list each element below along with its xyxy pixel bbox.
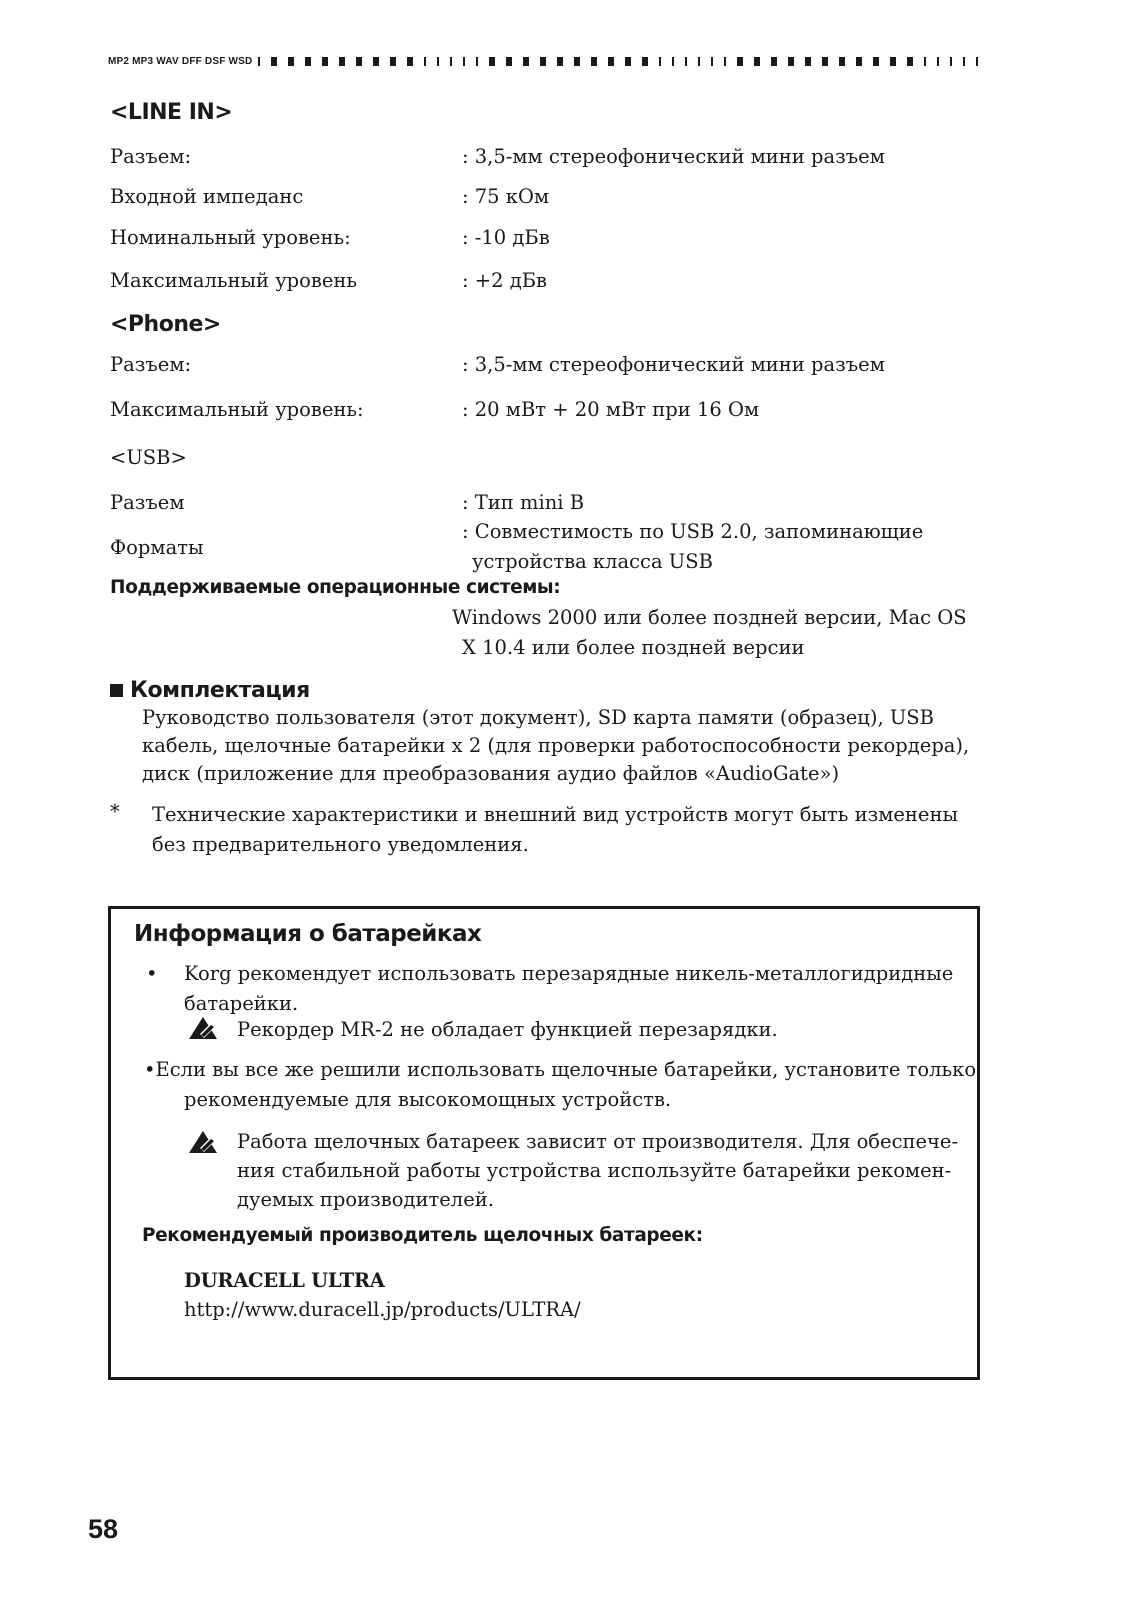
header-mark bbox=[463, 57, 465, 66]
header-mark bbox=[574, 57, 580, 66]
contents-line: Руководство пользователя (этот документ), SD карта памяти (образец), USB bbox=[142, 706, 934, 729]
spec-label: Номинальный уровень: bbox=[110, 226, 351, 249]
bullet-text bbox=[184, 959, 953, 1019]
header-mark bbox=[976, 57, 978, 66]
spec-row bbox=[110, 398, 990, 428]
battery-box-title: Информация о батарейках bbox=[134, 921, 482, 947]
spec-row bbox=[110, 185, 990, 215]
note-text bbox=[237, 1127, 958, 1214]
header-mark bbox=[608, 57, 614, 66]
header-mark bbox=[771, 57, 777, 66]
header-mark bbox=[322, 57, 328, 66]
spec-label: Разъем: bbox=[110, 145, 192, 168]
header-mark bbox=[805, 57, 811, 66]
phone-heading: <Phone> bbox=[110, 312, 221, 337]
header-mark bbox=[672, 57, 674, 66]
header-mark bbox=[305, 57, 311, 66]
header-mark bbox=[271, 57, 277, 66]
header-thumb-marks bbox=[258, 57, 978, 66]
header-mark bbox=[839, 57, 845, 66]
header-mark bbox=[506, 57, 512, 66]
os-heading: Поддерживаемые операционные системы: bbox=[110, 577, 561, 598]
bullet-line: рекомендуемые для высокомощных устройств. bbox=[184, 1088, 672, 1111]
bullet-marker: • bbox=[146, 962, 158, 985]
brand-name: DURACELL ULTRA bbox=[184, 1269, 385, 1292]
os-line: X 10.4 или более поздней версии bbox=[462, 636, 805, 659]
header-mark bbox=[557, 57, 563, 66]
header-mark bbox=[625, 57, 631, 66]
note-text: Рекордер MR-2 не обладает функцией перезарядки. bbox=[237, 1018, 778, 1041]
header-mark bbox=[390, 57, 396, 66]
formats-line: : Совместимость по USB 2.0, запоминающие bbox=[462, 520, 924, 543]
header-mark bbox=[711, 57, 713, 66]
header-mark bbox=[698, 57, 700, 66]
formats-line: устройства класса USB bbox=[472, 550, 713, 573]
battery-info-box bbox=[108, 906, 980, 1380]
header-mark bbox=[450, 57, 452, 66]
bullet-line: батарейки. bbox=[184, 992, 299, 1015]
header-mark bbox=[258, 57, 260, 66]
spec-value: : 20 мВт + 20 мВт при 16 Ом bbox=[462, 398, 760, 421]
spec-label: Максимальный уровень: bbox=[110, 398, 364, 421]
footnote-text bbox=[152, 800, 958, 860]
header-mark bbox=[540, 57, 546, 66]
spec-label: Разъем bbox=[110, 491, 185, 514]
page-number: 58 bbox=[88, 1514, 119, 1544]
contents-text bbox=[142, 704, 969, 788]
spec-row bbox=[110, 226, 990, 256]
header-mark bbox=[963, 57, 965, 66]
page-header bbox=[108, 53, 978, 69]
note-pencil-icon bbox=[187, 1129, 221, 1155]
recommended-heading: Рекомендуемый производитель щелочных батареек: bbox=[142, 1225, 703, 1246]
header-mark bbox=[890, 57, 896, 66]
os-value bbox=[452, 603, 967, 663]
header-mark bbox=[937, 57, 939, 66]
header-formats: MP2 MP3 WAV DFF DSF WSD bbox=[108, 55, 253, 67]
note-line: дуемых производителей. bbox=[237, 1188, 494, 1211]
spec-label: Максимальный уровень bbox=[110, 269, 358, 292]
bullet-text bbox=[144, 1055, 976, 1115]
header-mark bbox=[685, 57, 687, 66]
spec-value: : +2 дБв bbox=[462, 269, 548, 292]
contents-title: Комплектация bbox=[130, 678, 310, 703]
os-line: Windows 2000 или более поздней версии, Mac OS bbox=[452, 606, 967, 629]
header-mark bbox=[950, 57, 952, 66]
spec-value: : 3,5-мм стереофонический мини разъем bbox=[462, 145, 885, 168]
spec-value: : 3,5-мм стереофонический мини разъем bbox=[462, 353, 885, 376]
spec-value: : 75 кОм bbox=[462, 185, 550, 208]
header-mark bbox=[373, 57, 379, 66]
header-mark bbox=[407, 57, 413, 66]
spec-label: Входной импеданс bbox=[110, 185, 304, 208]
header-mark bbox=[724, 57, 726, 66]
footnote-marker: * bbox=[110, 800, 120, 823]
header-mark bbox=[788, 57, 794, 66]
footnote-line: Технические характеристики и внешний вид устройств могут быть изменены bbox=[152, 803, 958, 826]
spec-label: Разъем: bbox=[110, 353, 192, 376]
header-mark bbox=[873, 57, 879, 66]
spec-label: Форматы bbox=[110, 536, 204, 559]
spec-value: : Тип mini B bbox=[462, 491, 585, 514]
contents-line: кабель, щелочные батарейки x 2 (для проверки работоспособности рекордера), bbox=[142, 734, 970, 757]
bullet-line: Korg рекомендует использовать перезарядные никель-металлогидридные bbox=[184, 962, 954, 985]
note-line: Работа щелочных батареек зависит от производителя. Для обеспече- bbox=[237, 1130, 959, 1153]
header-mark bbox=[437, 57, 439, 66]
spec-row bbox=[110, 145, 990, 175]
bullet-line: •Если вы все же решили использовать щелочные батарейки, установите только bbox=[144, 1058, 977, 1081]
spec-value: : -10 дБв bbox=[462, 226, 550, 249]
header-mark bbox=[424, 57, 426, 66]
square-bullet-icon bbox=[110, 684, 123, 697]
line-in-heading: <LINE IN> bbox=[110, 100, 233, 125]
header-mark bbox=[591, 57, 597, 66]
spec-row bbox=[110, 353, 990, 383]
usb-heading: <USB> bbox=[110, 446, 187, 469]
brand-url: http://www.duracell.jp/products/ULTRA/ bbox=[184, 1298, 581, 1321]
footnote-line: без предварительного уведомления. bbox=[152, 833, 529, 856]
spec-row bbox=[110, 269, 990, 299]
header-mark bbox=[907, 57, 913, 66]
header-mark bbox=[476, 57, 478, 66]
header-mark bbox=[754, 57, 760, 66]
contents-heading bbox=[110, 678, 310, 703]
header-mark bbox=[822, 57, 828, 66]
header-mark bbox=[523, 57, 529, 66]
header-mark bbox=[856, 57, 862, 66]
spec-value bbox=[462, 517, 923, 577]
contents-line: диск (приложение для преобразования аудио файлов «AudioGate») bbox=[142, 762, 840, 785]
header-mark bbox=[356, 57, 362, 66]
header-mark bbox=[288, 57, 294, 66]
header-mark bbox=[642, 57, 648, 66]
note-pencil-icon bbox=[187, 1015, 221, 1041]
header-mark bbox=[339, 57, 345, 66]
header-mark bbox=[489, 57, 495, 66]
header-mark bbox=[924, 57, 926, 66]
header-mark bbox=[659, 57, 661, 66]
header-mark bbox=[737, 57, 743, 66]
note-line: ния стабильной работы устройства используйте батарейки рекомен- bbox=[237, 1159, 952, 1182]
